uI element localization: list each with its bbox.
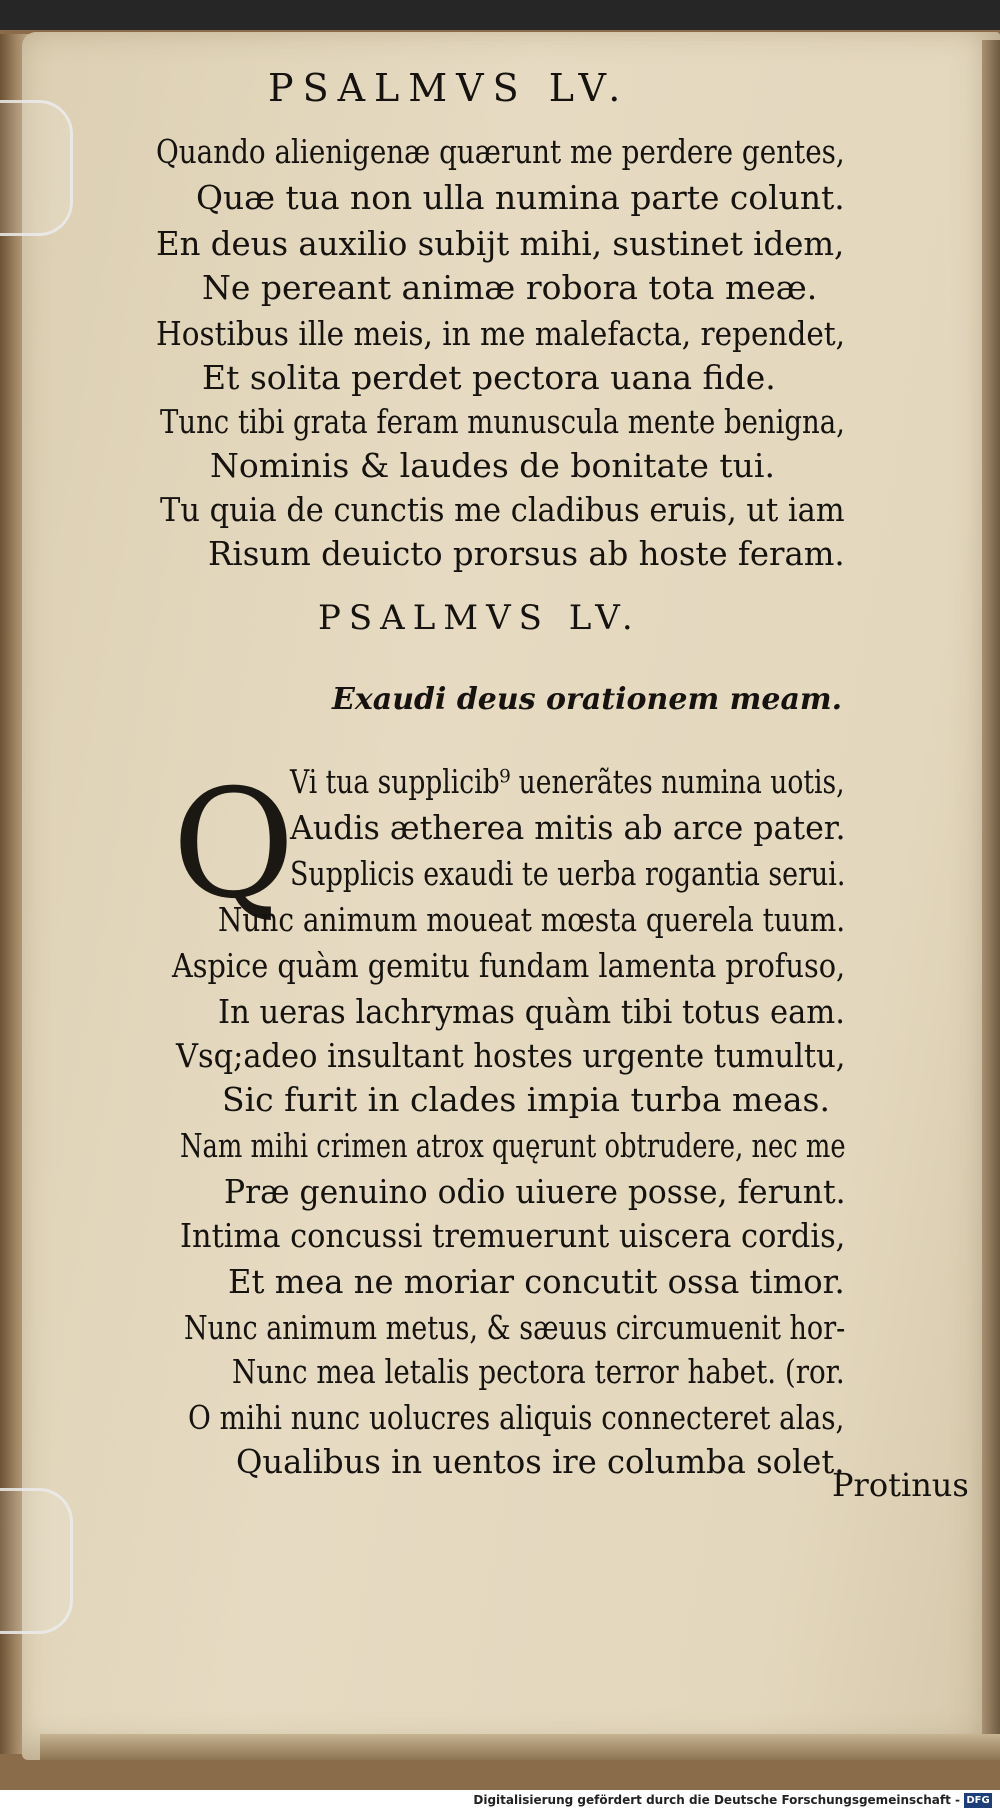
catchword: Protinus (832, 1466, 969, 1504)
verse-line: Audis ætherea mitis ab arce pater. (290, 808, 846, 847)
verse-line: Tu quia de cunctis me cladibus eruis, ut iam (160, 490, 845, 529)
verse-line: Aspice quàm gemitu fundam lamenta profuso, (172, 946, 846, 985)
verse-line: Intima concussi tremuerunt uiscera cordis, (180, 1216, 846, 1255)
footer-credit: Digitalisierung gefördert durch die Deutsche Forschungsgemeinschaft - (473, 1793, 960, 1807)
verse-line: Nam mihi crimen atrox quęrunt obtrudere, nec me (180, 1126, 846, 1165)
verse-line: Et solita perdet pectora uana fide. (202, 358, 776, 397)
bottom-edge (40, 1734, 1000, 1760)
psalm-subtitle: Exaudi deus orationem meam. (332, 682, 843, 717)
verse-line: Præ genuino odio uiuere posse, ferunt. (224, 1172, 846, 1211)
verse-line: Hostibus ille meis, in me malefacta, rependet, (156, 314, 846, 353)
verse-line: Nunc mea letalis pectora terror habet. (ror. (232, 1352, 845, 1391)
verse-line: Et mea ne moriar concutit ossa timor. (228, 1262, 845, 1301)
drop-cap: Q (172, 758, 295, 932)
verse-line: En deus auxilio subijt mihi, sustinet idem, (156, 224, 845, 263)
page-clip-top (0, 100, 73, 236)
verse-line: Quando alienigenæ quærunt me perdere gentes, (156, 132, 845, 171)
verse-line: Nominis & laudes de bonitate tui. (210, 446, 775, 485)
verse-line: Risum deuicto prorsus ab hoste feram. (208, 534, 845, 573)
verse-line: Qualibus in uentos ire columba solet. (236, 1442, 845, 1481)
verse-line: Sic furit in clades impia turba meas. (222, 1080, 830, 1119)
verse-line: Supplicis exaudi te uerba rogantia serui. (290, 854, 846, 893)
verse-line: O mihi nunc uolucres aliquis connecteret alas, (188, 1398, 845, 1437)
verse-line: Nunc animum metus, & sæuus circumuenit hor- (184, 1308, 846, 1347)
verse-line: Vsq;adeo insultant hostes urgente tumultu, (176, 1036, 846, 1075)
verse-line: Vi tua supplicib⁹ uenerãtes numina uotis, (290, 762, 845, 801)
verse-line: Ne pereant animæ robora tota meæ. (202, 268, 818, 307)
verse-line: Tunc tibi grata feram munuscula mente benigna, (160, 402, 845, 441)
verse-line: Quæ tua non ulla numina parte colunt. (196, 178, 845, 217)
digitization-footer (0, 1790, 1000, 1812)
verse-line: Nunc animum moueat mœsta querela tuum. (218, 900, 846, 939)
verse-line: In ueras lachrymas quàm tibi totus eam. (218, 992, 845, 1031)
page-clip-bottom (0, 1488, 73, 1634)
running-head: PSALMVS LV. (268, 66, 630, 110)
dfg-logo: DFG (964, 1793, 992, 1808)
fore-edge (982, 40, 1000, 1760)
psalm-title: PSALMVS LV. (318, 598, 641, 638)
